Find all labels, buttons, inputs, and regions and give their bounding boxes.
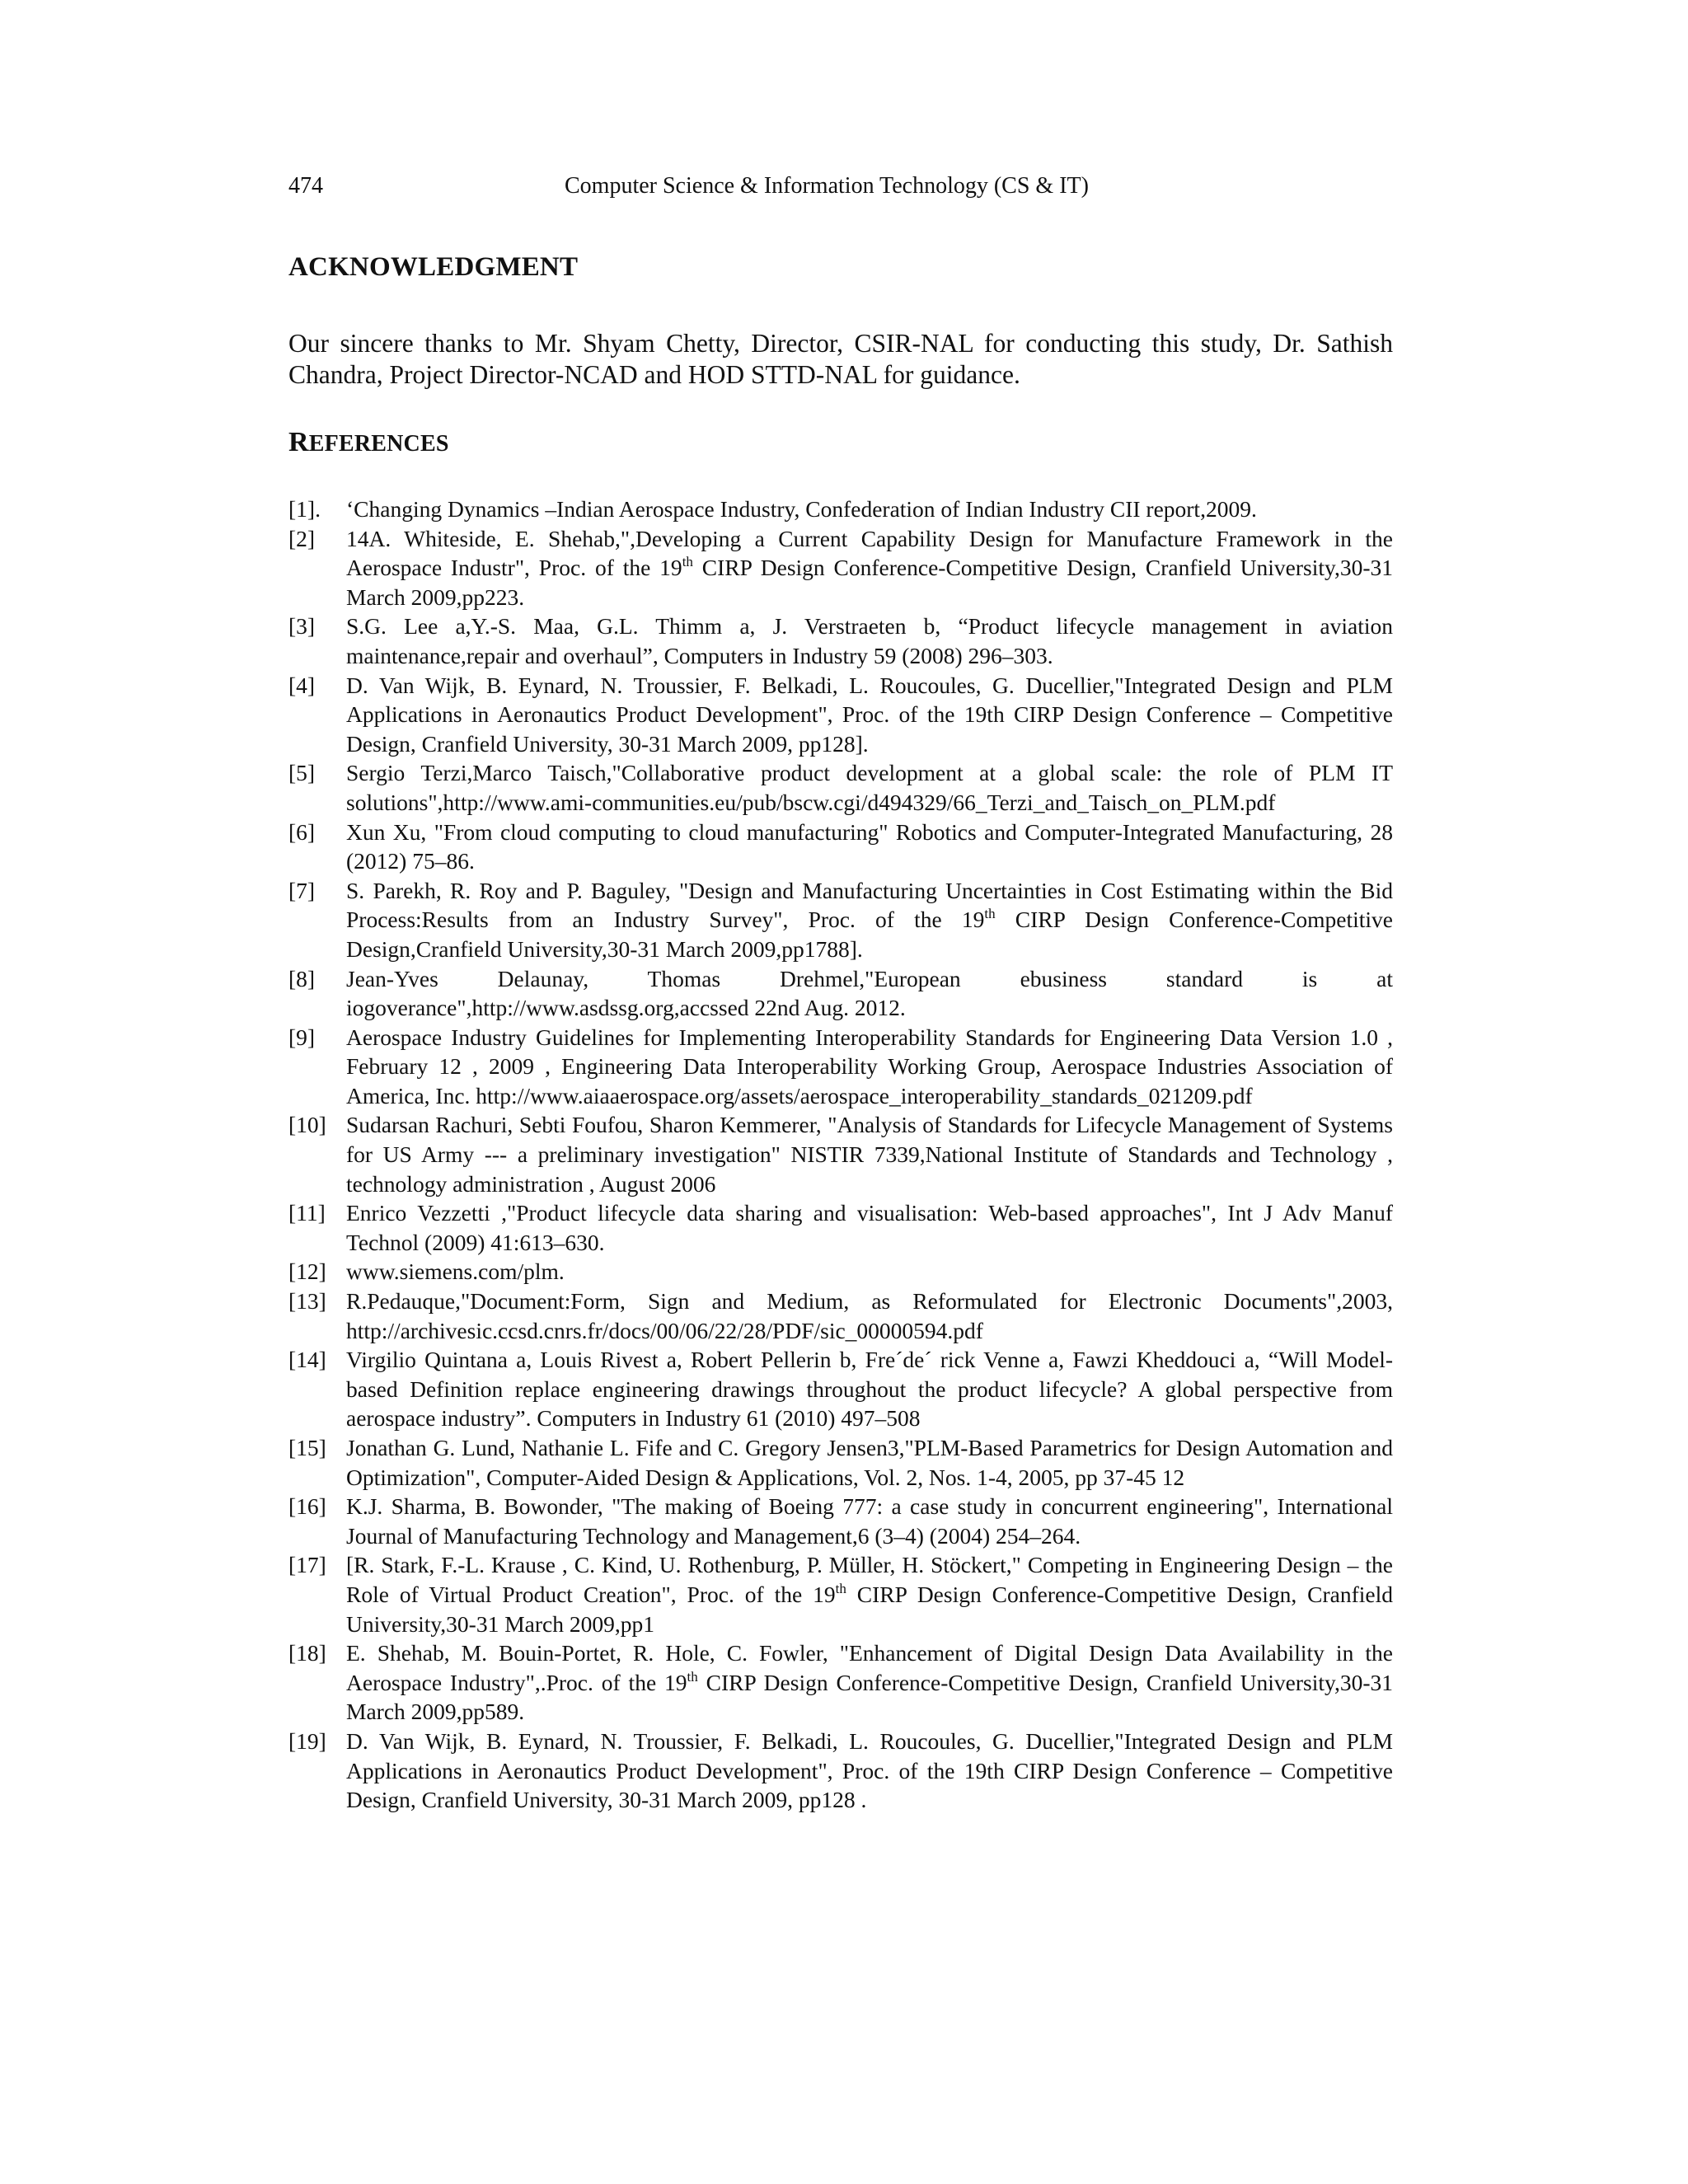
ordinal-superscript: th: [682, 554, 693, 570]
reference-label: [3]: [288, 613, 316, 640]
reference-text: Jean-Yves Delaunay, Thomas Drehmel,"European ebusiness standard is at iogoverance",http://www.asdssg.org,accssed 22nd Aug. 2012.: [346, 965, 1393, 1021]
reference-text: Sudarsan Rachuri, Sebti Foufou, Sharon Kemmerer, "Analysis of Standards for Lifecycle Management of Systems for US Army --- a preliminary investigation" NISTIR 7339,National Institute of Standards and Technology , technology administration , August 2006: [346, 1112, 1393, 1197]
reference-text: Xun Xu, "From cloud computing to cloud manufacturing" Robotics and Computer-Integrated Manufacturing, 28 (2012) 75–86.: [346, 818, 1393, 874]
reference-text: Jonathan G. Lund, Nathanie L. Fife and C. Gregory Jensen3,"PLM-Based Parametrics for Design Automation and Optimization", Computer-Aided Design & Applications, Vol. 2, Nos. 1-4, 2005, pp 37-45 12: [346, 1435, 1393, 1490]
reference-item: [288, 1023, 1393, 1111]
reference-text: D. Van Wijk, B. Eynard, N. Troussier, F. Belkadi, L. Roucoules, G. Ducellier,"Integrated Design and PLM Applications in Aeronautics Product Development", Proc. of the 19th CIRP Design Conference – Competitive Design, Cranfield University, 30-31 March 2009, pp128].: [346, 672, 1393, 757]
reference-text: [346, 1550, 1393, 1638]
reference-text-part: CIRP Design Conference-Competitive Design, Cranfield University,30-31 March 2009,pp223.: [346, 555, 1393, 610]
reference-item: [288, 1198, 1393, 1257]
reference-label: [15]: [288, 1435, 326, 1460]
reference-item: [288, 1550, 1393, 1638]
reference-label: [1].: [288, 496, 321, 522]
reference-label: [11]: [288, 1200, 326, 1226]
reference-text: ‘Changing Dynamics –Indian Aerospace Industry, Confederation of Indian Industry CII report,2009.: [346, 496, 1257, 522]
reference-label: [14]: [288, 1347, 326, 1373]
reference-text: Aerospace Industry Guidelines for Implementing Interoperability Standards for Engineering Data Version 1.0 , February 12 , 2009 , Engineering Data Interoperability Working Group, Aerospace Industries Association of America, Inc. http://www.aiaaerospace.org/assets/aerospace_interoperability_standards_021209.pdf: [346, 1024, 1393, 1108]
ordinal-superscript: th: [687, 1668, 698, 1685]
reference-label: [10]: [288, 1112, 326, 1138]
reference-item: [288, 964, 1393, 1023]
reference-text: [346, 876, 1393, 964]
reference-label: [8]: [288, 965, 316, 991]
reference-label: [9]: [288, 1024, 316, 1050]
reference-label: [13]: [288, 1288, 326, 1315]
acknowledgment-heading: ACKNOWLEDGMENT: [288, 252, 579, 282]
reference-label: [19]: [288, 1727, 326, 1754]
references-heading-initial: R: [288, 427, 309, 457]
reference-item: [288, 1110, 1393, 1198]
reference-text-part: E. Shehab, M. Bouin-Portet, R. Hole, C. Fowler, "Enhancement of Digital Design Data Availability in the Aerospace Industry",.Proc. of the 19: [346, 1640, 1393, 1695]
reference-item: [288, 758, 1393, 817]
reference-item: [288, 1727, 1393, 1815]
reference-text-part: CIRP Design Conference-Competitive Design, Cranfield University,30-31 March 2009,pp589.: [346, 1669, 1393, 1725]
reference-item: [288, 1433, 1393, 1492]
reference-text: Virgilio Quintana a, Louis Rivest a, Robert Pellerin b, Fre´de´ rick Venne a, Fawzi Kheddouci a, “Will Model-based Definition replace engineering drawings throughout the product lifecycle? A global perspective from aerospace industry”. Computers in Industry 61 (2010) 497–508: [346, 1347, 1393, 1432]
reference-label: [6]: [288, 818, 316, 845]
reference-text: K.J. Sharma, B. Bowonder, "The making of Boeing 777: a case study in concurrent engineering", International Journal of Manufacturing Technology and Management,6 (3–4) (2004) 254–264.: [346, 1493, 1393, 1549]
reference-item: [288, 671, 1393, 759]
reference-item: [288, 1492, 1393, 1550]
reference-text: S.G. Lee a,Y.-S. Maa, G.L. Thimm a, J. Verstraeten b, “Product lifecycle management in aviation maintenance,repair and overhaul”, Computers in Industry 59 (2008) 296–303.: [346, 613, 1393, 668]
acknowledgment-text: Our sincere thanks to Mr. Shyam Chetty, Director, CSIR-NAL for conducting this study, Dr. Sathish Chandra, Project Director-NCAD and HOD STTD-NAL for guidance.: [288, 329, 1393, 389]
reference-text: Enrico Vezzetti ,"Product lifecycle data sharing and visualisation: Web-based approaches", Int J Adv Manuf Technol (2009) 41:613–630.: [346, 1200, 1393, 1255]
reference-item: [288, 818, 1393, 876]
page-number: 474: [288, 173, 323, 199]
reference-text: R.Pedauque,"Document:Form, Sign and Medium, as Reformulated for Electronic Documents",2003, http://archivesic.ccsd.cnrs.fr/docs/00/06/22/28/PDF/sic_00000594.pdf: [346, 1288, 1393, 1343]
reference-item: [288, 1257, 1393, 1286]
reference-text-part: [R. Stark, F.-L. Krause , C. Kind, U. Rothenburg, P. Müller, H. Stöckert," Competing in Engineering Design – the Role of Virtual Product Creation", Proc. of the 19: [346, 1552, 1393, 1607]
reference-text: www.siemens.com/plm.: [346, 1258, 565, 1285]
ordinal-superscript: th: [984, 906, 996, 922]
reference-text-part: CIRP Design Conference-Competitive Design,Cranfield University,30-31 March 2009,pp1788].: [346, 907, 1393, 962]
references-heading-rest: EFERENCES: [308, 431, 449, 457]
reference-label: [17]: [288, 1552, 326, 1578]
reference-item: [288, 612, 1393, 670]
reference-item: [288, 1345, 1393, 1433]
reference-label: [4]: [288, 672, 316, 698]
reference-text: [346, 524, 1393, 612]
reference-item: [288, 876, 1393, 964]
reference-label: [16]: [288, 1493, 326, 1520]
reference-text: D. Van Wijk, B. Eynard, N. Troussier, F. Belkadi, L. Roucoules, G. Ducellier,"Integrated Design and PLM Applications in Aeronautics Product Development", Proc. of the 19th CIRP Design Conference – Competitive Design, Cranfield University, 30-31 March 2009, pp128 .: [346, 1727, 1393, 1813]
reference-item: [288, 494, 1393, 524]
reference-label: [2]: [288, 525, 316, 551]
references-heading: [288, 427, 449, 458]
reference-text-part: 14A. Whiteside, E. Shehab,",Developing a Current Capability Design for Manufacture Framework in the Aerospace Industr", Proc. of the 19: [346, 525, 1393, 581]
reference-text: [346, 1638, 1393, 1727]
reference-item: [288, 1286, 1393, 1345]
ordinal-superscript: th: [835, 1580, 846, 1596]
running-header: Computer Science & Information Technology (CS & IT): [565, 173, 1089, 199]
reference-list: [288, 494, 1393, 1815]
reference-text-part: CIRP Design Conference-Competitive Design, Cranfield University,30-31 March 2009,pp1: [346, 1581, 1393, 1637]
reference-label: [18]: [288, 1640, 326, 1666]
reference-item: [288, 1638, 1393, 1727]
reference-label: [12]: [288, 1258, 326, 1285]
reference-label: [5]: [288, 760, 316, 786]
reference-text-part: S. Parekh, R. Roy and P. Baguley, "Design and Manufacturing Uncertainties in Cost Estimating within the Bid Process:Results from an Industry Survey", Proc. of the 19: [346, 877, 1393, 933]
reference-item: [288, 524, 1393, 612]
reference-text: Sergio Terzi,Marco Taisch,"Collaborative product development at a global scale: the role of PLM IT solutions",http://www.ami-communities.eu/pub/bscw.cgi/d494329/66_Terzi_and_Taisch_on_PLM.pdf: [346, 760, 1393, 815]
reference-label: [7]: [288, 877, 316, 903]
